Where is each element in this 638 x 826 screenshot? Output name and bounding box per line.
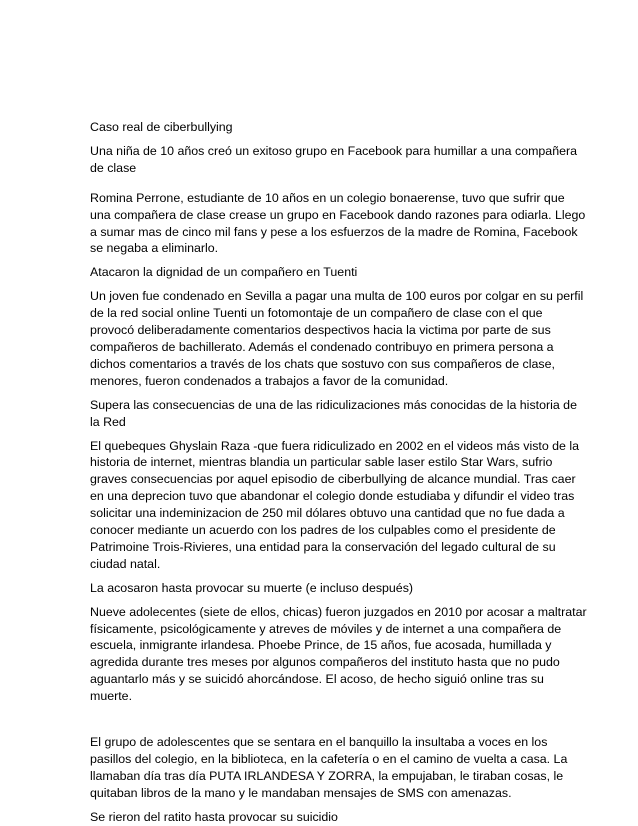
- text-line: Un joven fue condenado en Sevilla a pagar una multa de 100 euros por colgar en su perfil: [90, 289, 584, 304]
- text-line: La acosaron hasta provocar su muerte (e incluso después): [90, 580, 414, 595]
- heading-caso-real: [90, 119, 588, 136]
- text-line: Patrimoine Trois-Rivieres, una entidad para la conservación del legado cultural de su: [90, 539, 556, 554]
- text-line: de la red social online Tuenti un fotomontaje de un compañero de clase con el que: [90, 306, 543, 321]
- text-line: provocó deliberadamente comentarios despectivos hacia la victima por parte de sus: [90, 323, 551, 338]
- heading-supera: [90, 397, 588, 431]
- text-line: El quebeques Ghyslain Raza -que fuera ridiculizado en 2002 en el videos más visto de la: [90, 438, 580, 453]
- text-line: Una niña de 10 años creó un exitoso grupo en Facebook para humillar a una compañera: [90, 143, 577, 158]
- text-line: Supera las consecuencias de una de las ridiculizaciones más conocidas de la historia de: [90, 397, 577, 412]
- text-line: escuela, inmigrante irlandesa. Phoebe Prince, de 15 años, fue acosada, humillada y: [90, 638, 552, 653]
- text-line: Se rieron del ratito hasta provocar su suicidio: [90, 809, 338, 824]
- text-line: una compañera de clase crease un grupo en Facebook dando razones para odiarla. Llego: [90, 207, 586, 222]
- paragraph-grupo: [90, 734, 588, 802]
- text-line: dichos comentarios a través de los chats que sostuvo con sus compañeros de clase,: [90, 356, 555, 371]
- text-line: a sumar mas de cinco mil fans y pese a los esfuerzos de la madre de Romina, Facebook: [90, 224, 578, 239]
- paragraph-intro: [90, 143, 588, 177]
- text-line: Atacaron la dignidad de un compañero en Tuenti: [90, 265, 358, 280]
- paragraph-sevilla: [90, 288, 588, 389]
- text-line: solicitar una indeminizacion de 250 mil dólares obtuvo una cantidad que no fue dada a: [90, 506, 565, 521]
- paragraph-ghyslain: [90, 438, 588, 573]
- text-line: menores, fueron condenados a trabajos a favor de la comunidad.: [90, 373, 449, 388]
- text-line: historia de internet, mientras blandia un particular sable laser estilo Star Wars, sufrio: [90, 455, 553, 470]
- heading-acosaron: [90, 580, 588, 597]
- text-line: Romina Perrone, estudiante de 10 años en un colegio bonaerense, tuvo que sufrir que: [90, 190, 565, 205]
- text-line: en una deprecion tuvo que abandonar el colegio donde estudiaba y difundir el video tras: [90, 489, 575, 504]
- paragraph-phoebe: [90, 604, 588, 705]
- text-line: Caso real de ciberbullying: [90, 120, 233, 134]
- heading-rieron: [90, 809, 588, 826]
- text-line: aguantarlo más y se suicidó ahorcándose. El acoso, de hecho siguió online tras su: [90, 672, 544, 687]
- text-line: El grupo de adolescentes que se sentara en el banquillo la insultaba a voces en los: [90, 735, 548, 750]
- text-line: la Red: [90, 414, 126, 429]
- text-line: muerte.: [90, 689, 133, 704]
- text-line: conocer mediante un acuerdo con los padres de los culpables como el presidente de: [90, 523, 556, 538]
- text-line: quitaban libros de la mano y le mandaban mensajes de SMS con amenazas.: [90, 785, 512, 800]
- text-line: pasillos del colegio, en la biblioteca, en la cafetería o en el camino de vuelta a casa. La: [90, 752, 568, 766]
- text-line: compañeros de bachillerato. Además el condenado contribuyo en primera persona a: [90, 339, 554, 354]
- text-line: Nueve adolecentes (siete de ellos, chicas) fueron juzgados en 2010 por acosar a maltratar: [90, 604, 587, 619]
- text-line: llamaban día tras día PUTA IRLANDESA Y ZORRA, la empujaban, le tiraban cosas, le: [90, 768, 564, 783]
- text-line: agredida durante tres meses por algunos compañeros del instituto hasta que no pudo: [90, 655, 560, 670]
- paragraph-romina: [90, 190, 588, 258]
- text-line: de clase: [90, 160, 137, 175]
- text-line: físicamente, psicológicamente y atreves de móviles y de internet a una compañera de: [90, 621, 562, 636]
- text-line: se negaba a eliminarlo.: [90, 241, 219, 256]
- text-line: graves consecuencias por aquel episodio de ciberbullying de alcance mundial. Tras caer: [90, 472, 576, 487]
- text-line: ciudad natal.: [90, 556, 161, 571]
- heading-tuenti: [90, 264, 588, 281]
